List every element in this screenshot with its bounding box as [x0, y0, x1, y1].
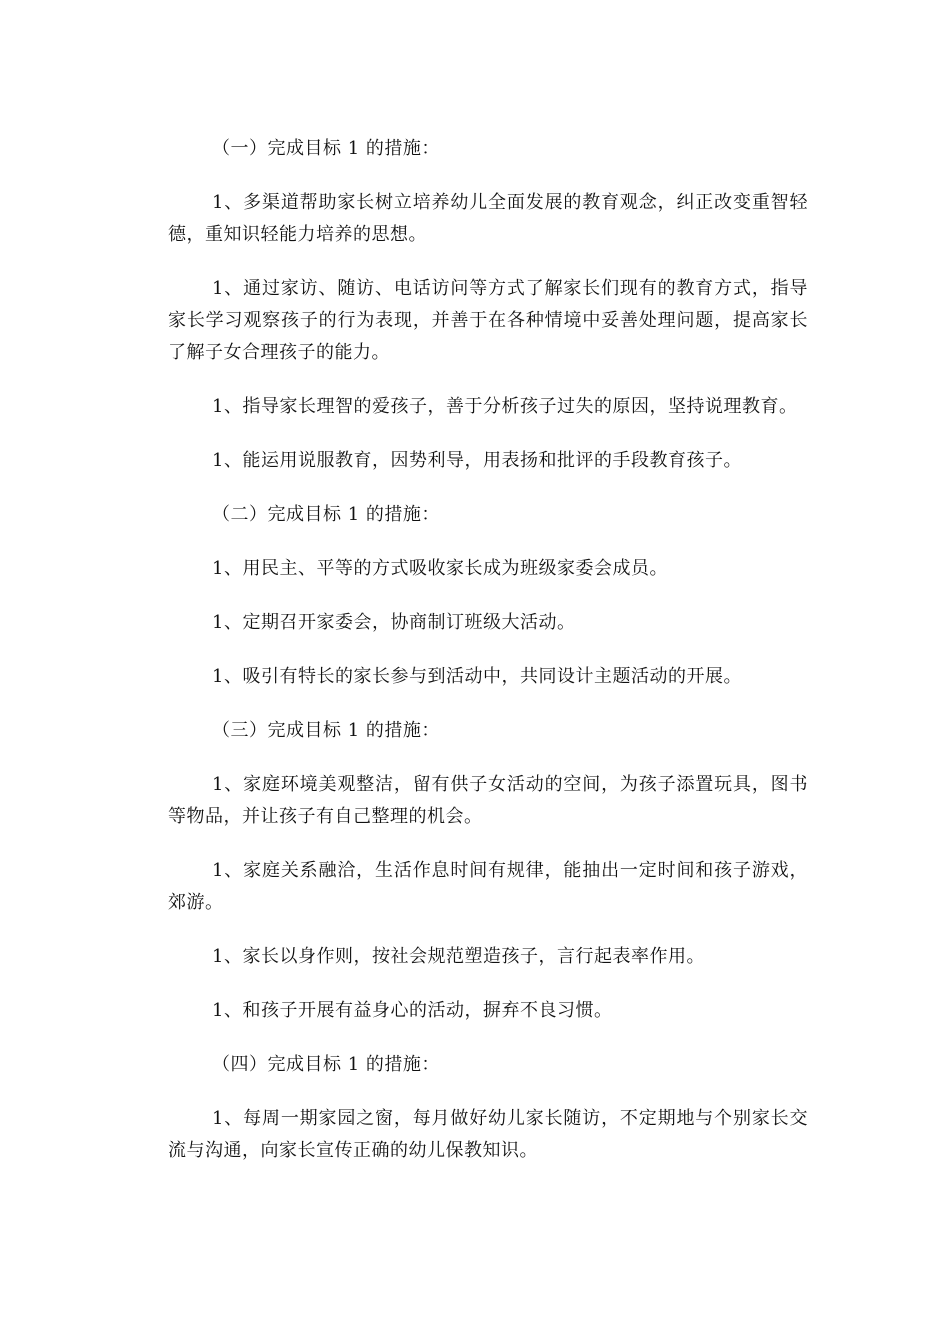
paragraph: 1、家庭关系融洽，生活作息时间有规律，能抽出一定时间和孩子游戏，郊游。 — [168, 860, 808, 913]
paragraph: 1、吸引有特长的家长参与到活动中，共同设计主题活动的开展。 — [212, 666, 742, 687]
paragraph: 1、家长以身作则，按社会规范塑造孩子，言行起表率作用。 — [212, 946, 705, 967]
paragraph: 1、家庭环境美观整洁，留有供子女活动的空间，为孩子添置玩具，图书等物品，并让孩子有自己整理的机会。 — [168, 774, 808, 827]
paragraph: 1、指导家长理智的爱孩子，善于分析孩子过失的原因，坚持说理教育。 — [212, 396, 798, 417]
section-heading-1: （一）完成目标 1 的措施： — [212, 138, 440, 159]
section-heading-3: （三）完成目标 1 的措施： — [212, 720, 440, 741]
paragraph: 1、每周一期家园之窗，每月做好幼儿家长随访，不定期地与个别家长交流与沟通，向家长宣传正确的幼儿保教知识。 — [168, 1108, 808, 1161]
paragraph: 1、通过家访、随访、电话访问等方式了解家长们现有的教育方式，指导家长学习观察孩子的行为表现，并善于在各种情境中妥善处理问题，提高家长了解子女合理孩子的能力。 — [168, 278, 808, 363]
paragraph: 1、和孩子开展有益身心的活动，摒弃不良习惯。 — [212, 1000, 613, 1021]
section-heading-4: （四）完成目标 1 的措施： — [212, 1054, 440, 1075]
paragraph: 1、定期召开家委会，协商制订班级大活动。 — [212, 612, 576, 633]
paragraph: 1、用民主、平等的方式吸收家长成为班级家委会成员。 — [212, 558, 668, 579]
section-heading-2: （二）完成目标 1 的措施： — [212, 504, 440, 525]
paragraph: 1、能运用说服教育，因势利导，用表扬和批评的手段教育孩子。 — [212, 450, 742, 471]
document-body — [168, 133, 808, 1189]
paragraph: 1、多渠道帮助家长树立培养幼儿全面发展的教育观念，纠正改变重智轻德，重知识轻能力培养的思想。 — [168, 192, 808, 245]
